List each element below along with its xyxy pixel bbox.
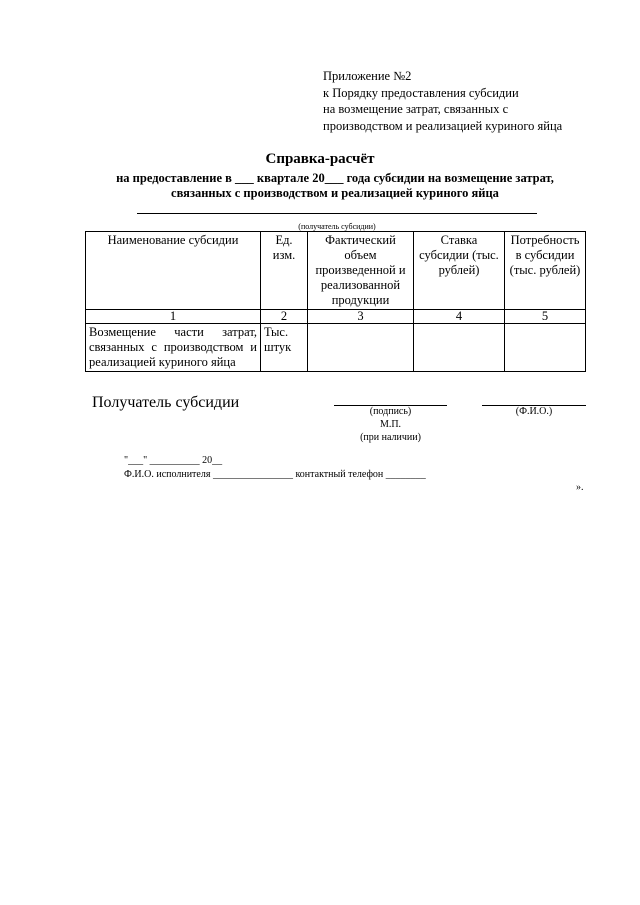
column-number: 1 [86,310,261,324]
stamp-note: (при наличии) [360,432,421,443]
executor-contact-line: Ф.И.О. исполнителя ________________ контактный телефон ________ [124,469,426,480]
cell-subsidy-need [505,324,586,372]
cell-actual-volume [308,324,414,372]
header-subsidy-rate: Ставка субсидии (тыс. рублей) [414,232,505,310]
document-title: Справка-расчёт [265,151,375,167]
header-unit: Ед. изм. [261,232,308,310]
subtitle-line: на предоставление в ___ квартале 20___ года субсидии на возмещение затрат, [116,171,554,185]
recipient-signature-label: Получатель субсидии [92,394,240,411]
table-row [86,324,586,372]
document-subtitle [70,171,600,201]
closing-quote-mark: ». [576,482,584,493]
cell-unit: Тыс. штук [261,324,308,372]
date-line: "___" __________ 20__ [124,455,223,466]
appendix-line: Приложение №2 [323,69,412,83]
fio-caption: (Ф.И.О.) [515,406,553,417]
stamp-label: М.П. [379,419,402,430]
subsidy-calculation-table [85,231,586,372]
header-subsidy-name: Наименование субсидии [86,232,261,310]
header-actual-volume: Фактический объем произведенной и реализованной продукции [308,232,414,310]
cell-subsidy-rate [414,324,505,372]
column-number: 5 [505,310,586,324]
column-number: 4 [414,310,505,324]
column-number: 3 [308,310,414,324]
appendix-line: производством и реализацией куриного яйца [323,118,563,133]
column-number: 2 [261,310,308,324]
header-subsidy-need: Потребность в субсидии (тыс. рублей) [505,232,586,310]
table-header-row [86,232,586,310]
recipient-fill-line [137,213,537,214]
signature-caption: (подпись) [369,406,412,417]
appendix-header [323,68,562,134]
recipient-caption: (получатель субсидии) [298,222,376,231]
cell-subsidy-name: Возмещение части затрат, связанных с производством и реализацией куриного яйца [86,324,261,372]
appendix-line: на возмещение затрат, связанных с [323,102,509,116]
appendix-line: к Порядку предоставления субсидии [323,85,519,100]
column-number-row [86,310,586,324]
subtitle-line: связанных с производством и реализацией куриного яйца [171,186,499,200]
